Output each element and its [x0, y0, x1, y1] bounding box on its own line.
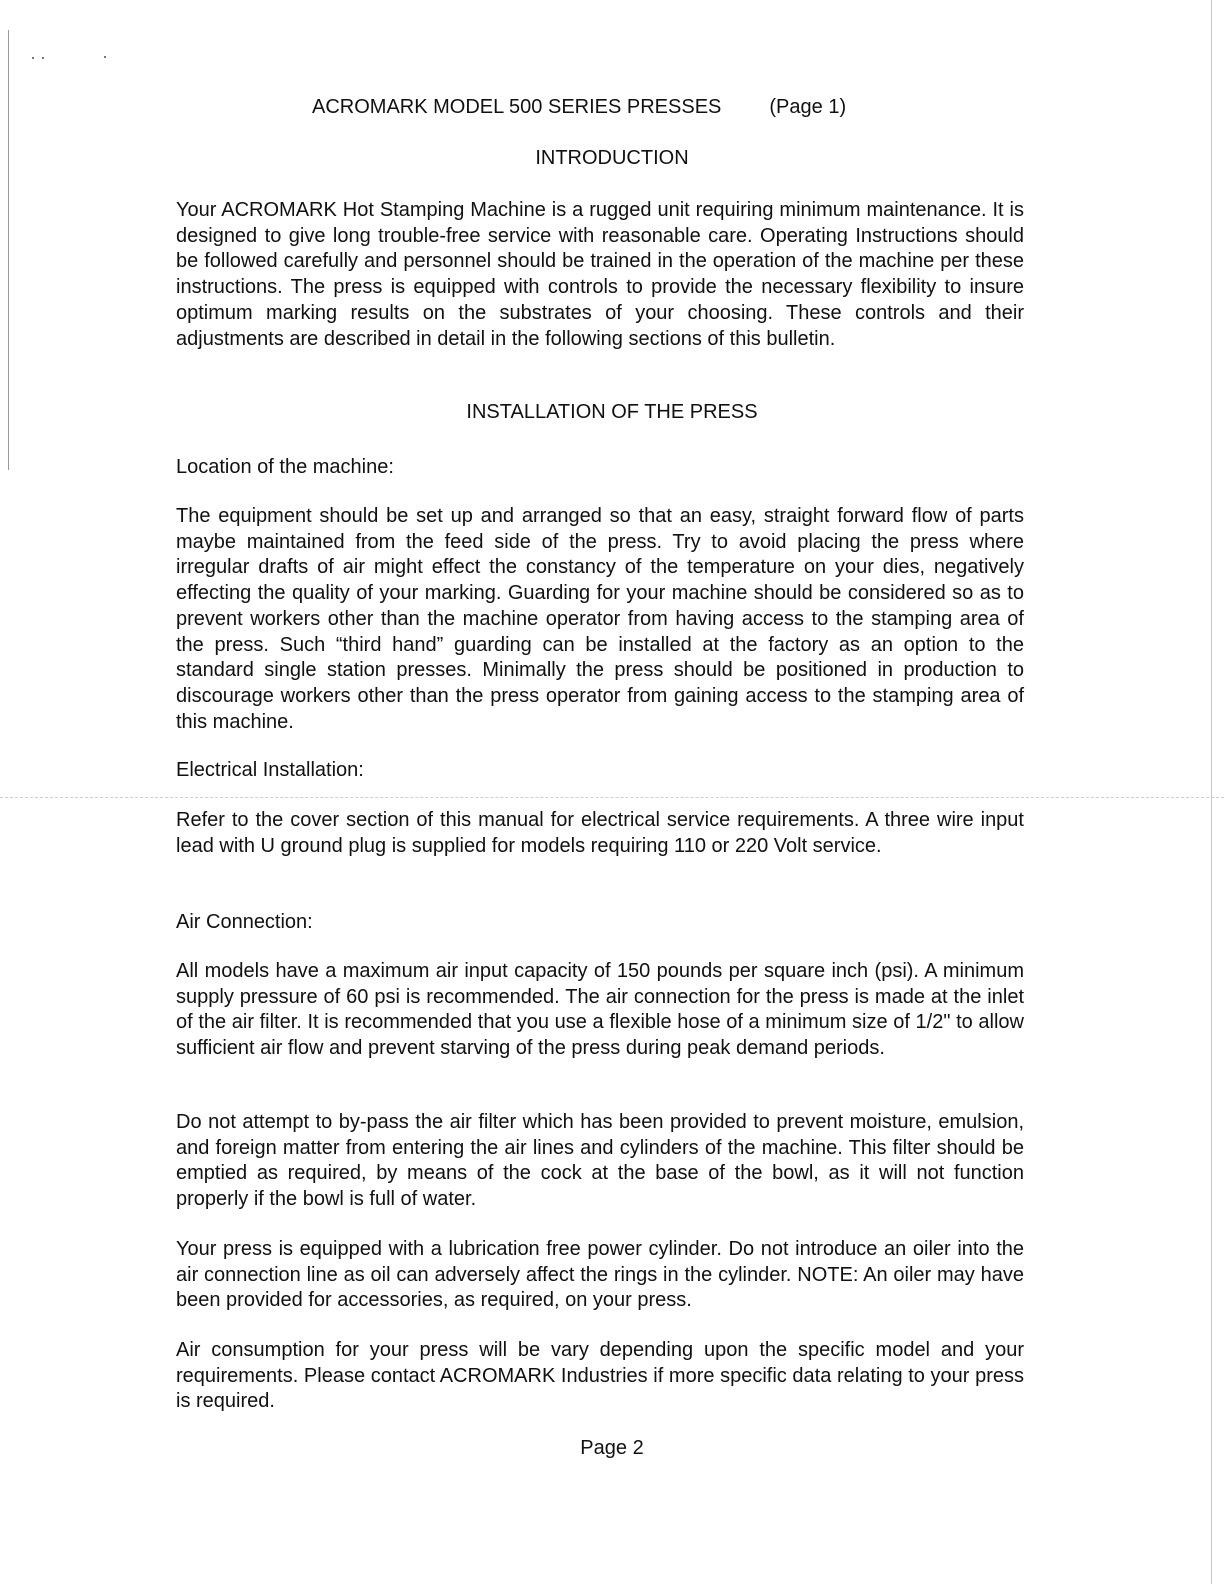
scan-speck [104, 56, 106, 58]
installation-heading: INSTALLATION OF THE PRESS [466, 401, 758, 423]
air-paragraph-2: Do not attempt to by-pass the air filter which has been provided to prevent moisture, emulsion, and foreign matter from entering the air lines and cylinders of the machine. This filter should be emptied as required, by means of the cock at the base of the bowl, as it will not function properly if the bowl is full of water. [176, 1111, 1024, 1211]
electrical-paragraph: Refer to the cover section of this manual for electrical service requirements. A three wire input lead with U ground plug is supplied for models requiring 110 or 220 Volt service. [176, 809, 1024, 857]
location-paragraph: The equipment should be set up and arranged so that an easy, straight forward flow of parts maybe maintained from the feed side of the press. Try to avoid placing the press where irregular drafts of air might effect the constancy of the temperature on your dies, negatively effecting the quality of your marking. Guarding for your machine should be considered so as to prevent workers other than the machine operator from having access to the stamping area of the press. Such “third hand” guarding can be installed at the factory as an option to the standard single station presses. Minimally the press should be positioned in production to discourage workers other than the press operator from gaining access to the stamping area of this machine. [176, 505, 1024, 733]
document-title-text: ACROMARK MODEL 500 SERIES PRESSES [312, 96, 722, 118]
introduction-paragraph: Your ACROMARK Hot Stamping Machine is a rugged unit requiring minimum maintenance. It is designed to give long trouble-free service with reasonable care. Operating Instructions should be followed carefully and personnel should be trained in the operation of the machine per these instructions. The press is equipped with controls to provide the necessary flexibility to insure optimum marking results on the substrates of your choosing. These controls and their adjustments are described in detail in the following sections of this bulletin. [176, 199, 1024, 350]
air-paragraph-4: Air consumption for your press will be vary depending upon the specific model and your requirements. Please contact ACROMARK Industries if more specific data relating to your press is required. [176, 1339, 1024, 1413]
air-connection-label: Air Connection: [176, 911, 313, 933]
air-paragraph-3: Your press is equipped with a lubrication free power cylinder. Do not introduce an oiler into the air connection line as oil can adversely affect the rings in the cylinder. NOTE: An oiler may have been provided for accessories, as required, on your press. [176, 1238, 1024, 1312]
scan-speck [42, 57, 44, 59]
scan-edge-right [1211, 0, 1212, 1584]
page-reference: (Page 1) [769, 96, 847, 118]
introduction-heading: INTRODUCTION [535, 147, 689, 169]
scan-speck [32, 57, 34, 59]
document-title [312, 96, 846, 119]
location-label: Location of the machine: [176, 456, 394, 478]
electrical-label: Electrical Installation: [176, 759, 364, 781]
air-paragraph-1: All models have a maximum air input capacity of 150 pounds per square inch (psi). A minimum supply pressure of 60 psi is recommended. The air connection for the press is made at the inlet of the air filter. It is recommended that you use a flexible hose of a minimum size of 1/2" to allow sufficient air flow and prevent starving of the press during peak demand periods. [176, 960, 1024, 1060]
scan-line [0, 797, 1224, 798]
page-number: Page 2 [580, 1437, 644, 1459]
